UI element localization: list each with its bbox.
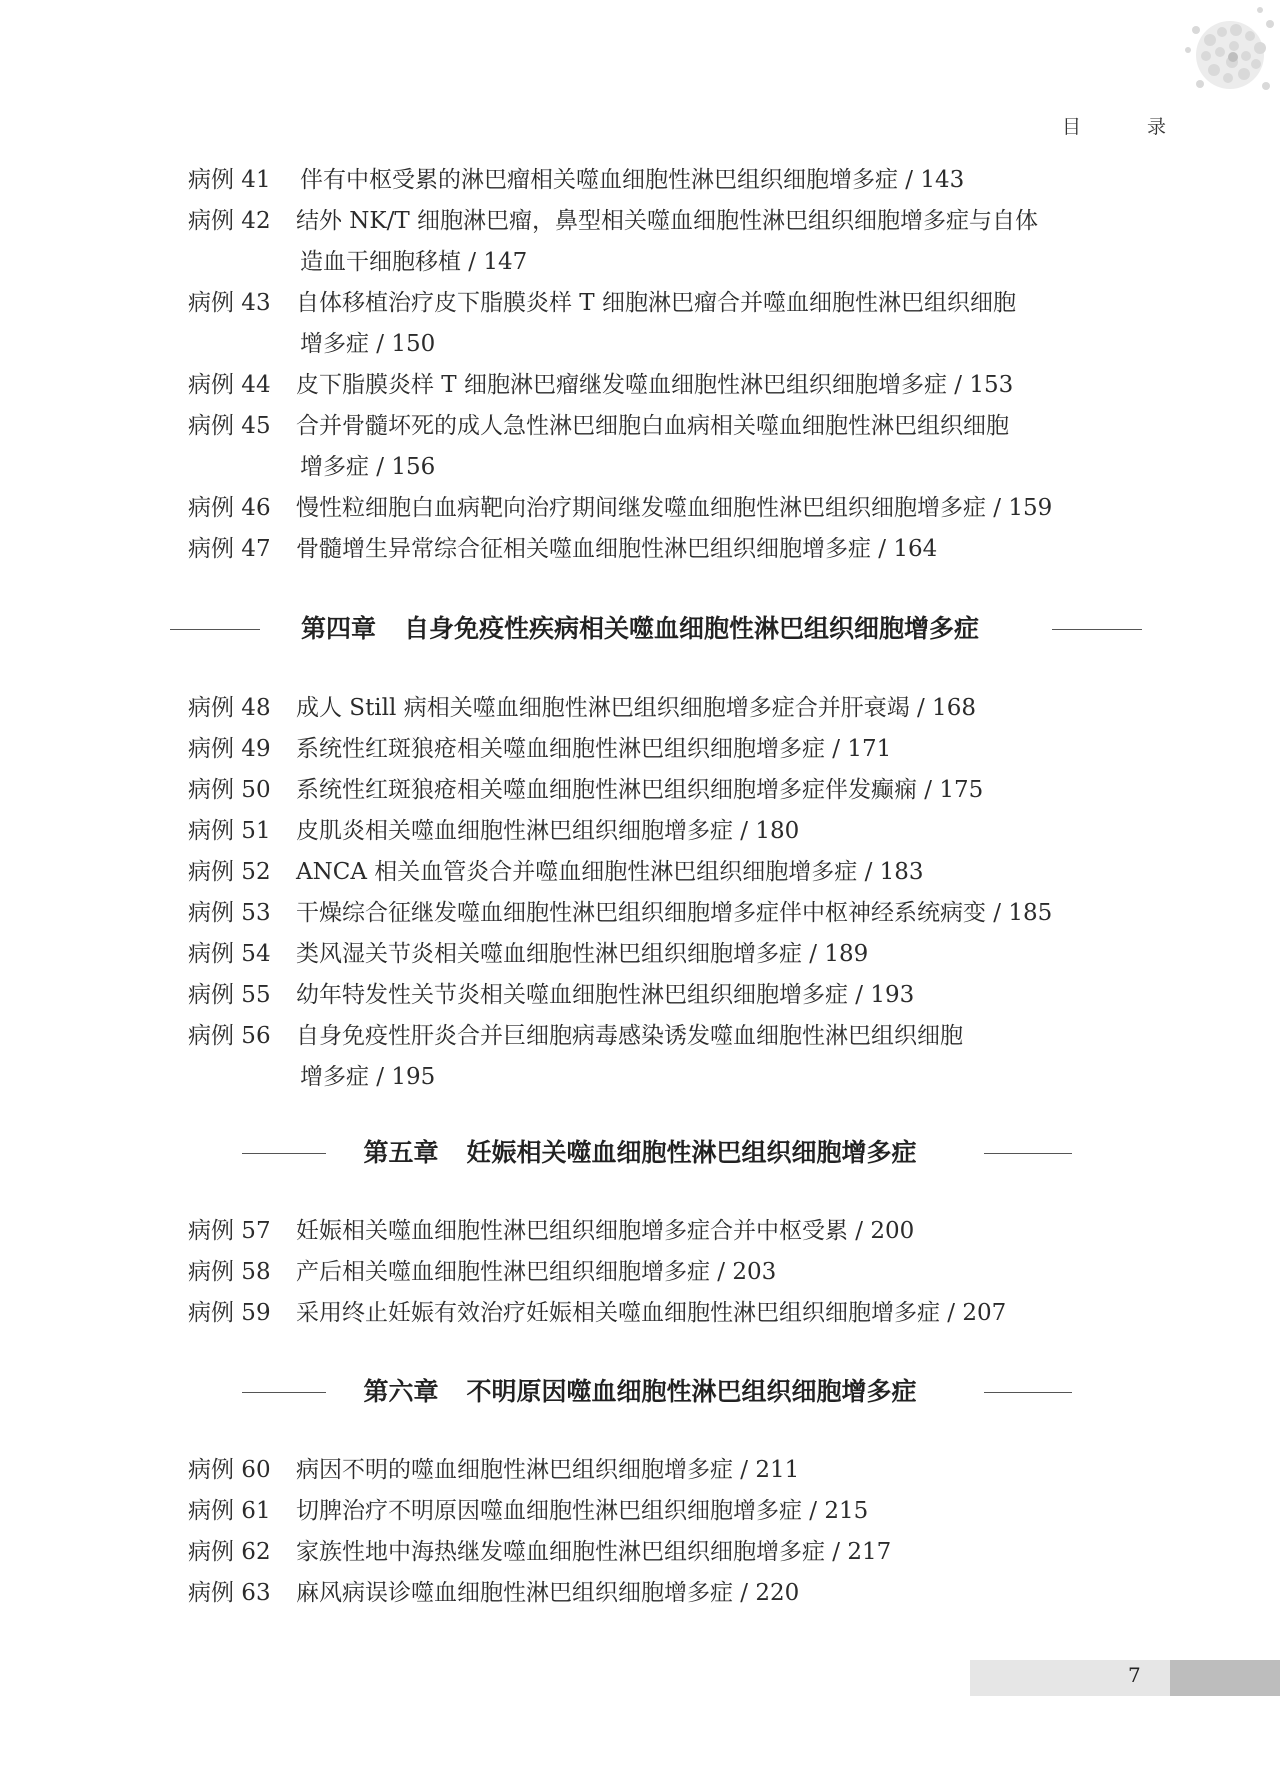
case-number: 病例 47 (188, 536, 271, 562)
chapter-rule (984, 1392, 1072, 1393)
case-number: 病例 45 (188, 413, 271, 439)
chapter-heading[interactable] (0, 607, 1280, 651)
case-title: 幼年特发性关节炎相关噬血细胞性淋巴组织细胞增多症 / 193 (296, 982, 915, 1008)
chapter-title: 第五章 妊娠相关噬血细胞性淋巴组织细胞增多症 (363, 1138, 917, 1167)
chapter-title: 第六章 不明原因噬血细胞性淋巴组织细胞增多症 (363, 1377, 917, 1406)
toc-entry[interactable] (188, 406, 1128, 488)
case-title: 伴有中枢受累的淋巴瘤相关噬血细胞性淋巴组织细胞增多症 / 143 (300, 167, 965, 193)
case-number: 病例 58 (188, 1259, 271, 1285)
case-number: 病例 57 (188, 1218, 271, 1244)
case-number: 病例 62 (188, 1539, 271, 1565)
case-number: 病例 56 (188, 1023, 271, 1049)
toc-entry[interactable] (188, 1252, 1128, 1293)
case-title: 类风湿关节炎相关噬血细胞性淋巴组织细胞增多症 / 189 (296, 941, 869, 967)
toc-entry[interactable] (188, 1016, 1128, 1098)
case-number: 病例 43 (188, 290, 271, 316)
chapter-heading[interactable] (0, 1131, 1280, 1175)
case-title: 自身免疫性肝炎合并巨细胞病毒感染诱发噬血细胞性淋巴组织细胞 增多症 / 195 (296, 1023, 963, 1090)
case-title: 系统性红斑狼疮相关噬血细胞性淋巴组织细胞增多症 / 171 (296, 736, 892, 762)
toc-entry[interactable] (188, 934, 1128, 975)
case-title: 结外 NK/T 细胞淋巴瘤，鼻型相关噬血细胞性淋巴组织细胞增多症与自体 造血干细胞移植 / 147 (296, 208, 1039, 275)
case-title: 系统性红斑狼疮相关噬血细胞性淋巴组织细胞增多症伴发癫痫 / 175 (296, 777, 984, 803)
case-title: 切脾治疗不明原因噬血细胞性淋巴组织细胞增多症 / 215 (296, 1498, 869, 1524)
case-number: 病例 53 (188, 900, 271, 926)
case-number: 病例 42 (188, 208, 271, 234)
case-title: 病因不明的噬血细胞性淋巴组织细胞增多症 / 211 (296, 1457, 800, 1483)
toc-entry[interactable] (188, 811, 1128, 852)
case-number: 病例 59 (188, 1300, 271, 1326)
case-title: 麻风病误诊噬血细胞性淋巴组织细胞增多症 / 220 (296, 1580, 800, 1606)
chapter-rule (1052, 629, 1142, 630)
running-header: 目 录 (1062, 116, 1197, 138)
chapter-heading[interactable] (0, 1370, 1280, 1414)
toc-entry[interactable] (188, 729, 1128, 770)
case-title: 皮肌炎相关噬血细胞性淋巴组织细胞增多症 / 180 (296, 818, 800, 844)
case-number: 病例 49 (188, 736, 271, 762)
case-number: 病例 44 (188, 372, 271, 398)
case-title: 皮下脂膜炎样 T 细胞淋巴瘤继发噬血细胞性淋巴组织细胞增多症 / 153 (296, 372, 1014, 398)
case-number: 病例 60 (188, 1457, 271, 1483)
toc-entry[interactable] (188, 1450, 1128, 1491)
toc-entry[interactable] (188, 1532, 1128, 1573)
toc-entry[interactable] (188, 1211, 1128, 1252)
toc-entry[interactable] (188, 688, 1128, 729)
toc-entry[interactable] (188, 488, 1128, 529)
toc-entry[interactable] (188, 770, 1128, 811)
toc-entry[interactable] (188, 975, 1128, 1016)
toc-entry[interactable] (188, 852, 1128, 893)
toc-entry[interactable] (188, 1293, 1128, 1334)
case-number: 病例 46 (188, 495, 271, 521)
case-title: 妊娠相关噬血细胞性淋巴组织细胞增多症合并中枢受累 / 200 (296, 1218, 915, 1244)
case-title: ANCA 相关血管炎合并噬血细胞性淋巴组织细胞增多症 / 183 (296, 859, 924, 885)
toc-entry[interactable] (188, 201, 1128, 283)
toc-entry[interactable] (188, 365, 1128, 406)
case-title: 产后相关噬血细胞性淋巴组织细胞增多症 / 203 (296, 1259, 777, 1285)
case-number: 病例 61 (188, 1498, 271, 1524)
toc-entry[interactable] (188, 283, 1128, 365)
case-title: 自体移植治疗皮下脂膜炎样 T 细胞淋巴瘤合并噬血细胞性淋巴组织细胞 增多症 / 150 (296, 290, 1016, 357)
toc-entry[interactable] (188, 1491, 1128, 1532)
case-title: 采用终止妊娠有效治疗妊娠相关噬血细胞性淋巴组织细胞增多症 / 207 (296, 1300, 1007, 1326)
toc-entry[interactable] (188, 160, 1128, 201)
case-title: 家族性地中海热继发噬血细胞性淋巴组织细胞增多症 / 217 (296, 1539, 892, 1565)
case-number: 病例 51 (188, 818, 271, 844)
case-number: 病例 48 (188, 695, 271, 721)
case-title: 骨髓增生异常综合征相关噬血细胞性淋巴组织细胞增多症 / 164 (296, 536, 938, 562)
footer-bar-dark (1170, 1660, 1280, 1696)
corner-ornament-icon (1110, 0, 1280, 110)
page-number: 7 (1128, 1663, 1141, 1687)
case-title: 干燥综合征继发噬血细胞性淋巴组织细胞增多症伴中枢神经系统病变 / 185 (296, 900, 1053, 926)
case-number: 病例 54 (188, 941, 271, 967)
toc-entry[interactable] (188, 1573, 1128, 1614)
case-number: 病例 41 (188, 167, 271, 193)
chapter-title: 第四章 自身免疫性疾病相关噬血细胞性淋巴组织细胞增多症 (300, 614, 980, 643)
case-title: 合并骨髓坏死的成人急性淋巴细胞白血病相关噬血细胞性淋巴组织细胞 增多症 / 156 (296, 413, 1009, 480)
case-number: 病例 63 (188, 1580, 271, 1606)
case-number: 病例 50 (188, 777, 271, 803)
case-number: 病例 55 (188, 982, 271, 1008)
toc-entry[interactable] (188, 893, 1128, 934)
case-title: 成人 Still 病相关噬血细胞性淋巴组织细胞增多症合并肝衰竭 / 168 (296, 695, 976, 721)
chapter-rule (984, 1153, 1072, 1154)
case-title: 慢性粒细胞白血病靶向治疗期间继发噬血细胞性淋巴组织细胞增多症 / 159 (296, 495, 1053, 521)
footer-bar (970, 1660, 1280, 1696)
toc-entry[interactable] (188, 529, 1128, 570)
case-number: 病例 52 (188, 859, 271, 885)
